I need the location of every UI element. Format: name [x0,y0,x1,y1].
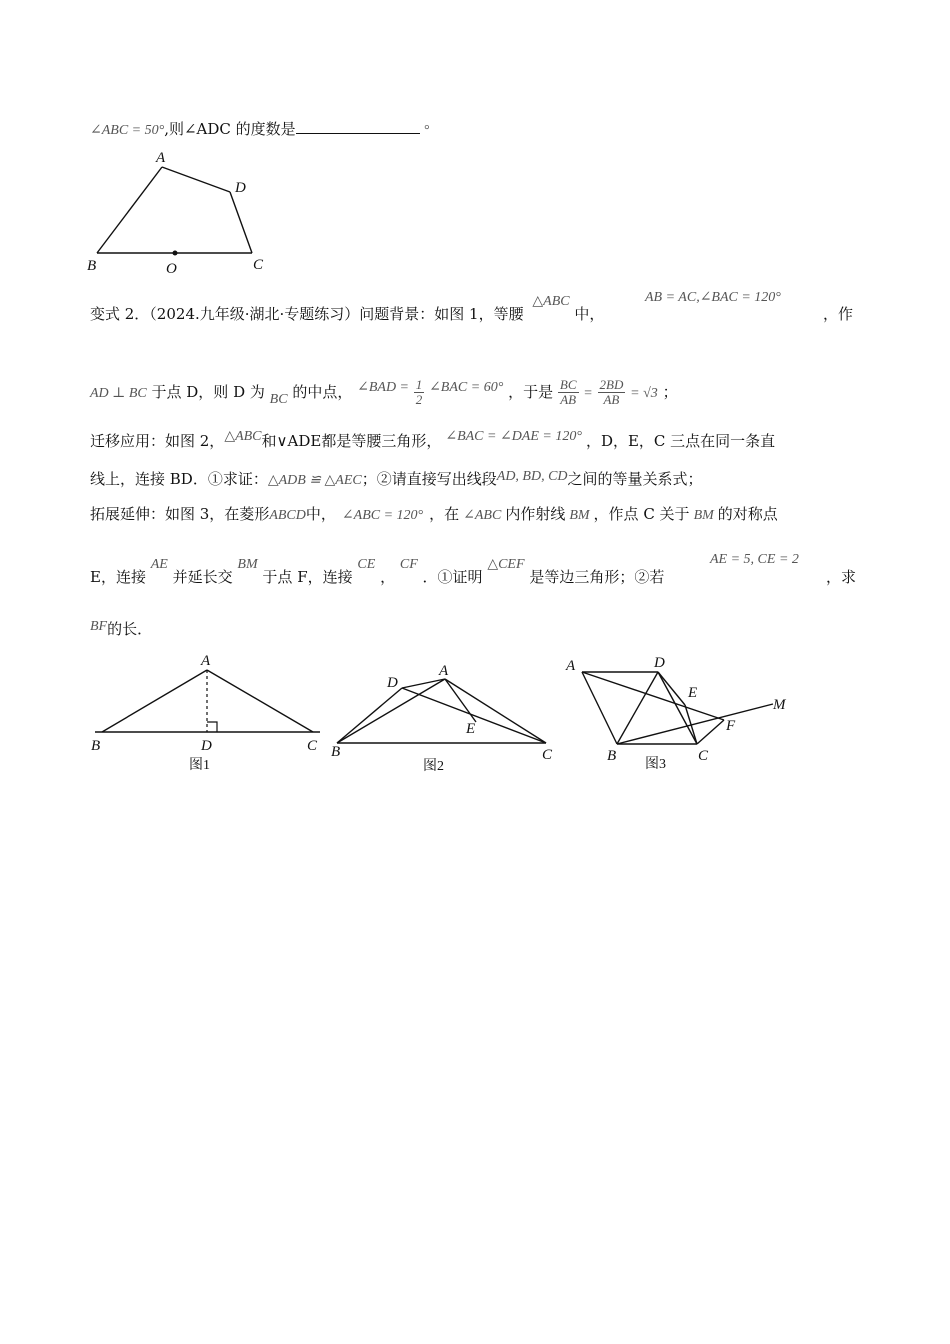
variant2-line2 [90,378,678,408]
p4-text1: 迁移应用：如图 2， [90,432,225,450]
fig1-edge-ac [207,670,313,732]
fig3-diag-bd [617,672,658,744]
fraction-bc-ab: $\frac{BC}{AB}$ [559,377,577,408]
seg-bc: BC [269,391,288,407]
seg-cf: CF [399,557,418,572]
ray-bm-2: BM [693,508,714,523]
p5-text3: 之间的等量关系式； [567,470,703,488]
tri-abc-2: △ABC [224,429,262,444]
p6-text2: 中， [305,505,336,523]
label-c: C [253,257,264,273]
congruence: △ADB ≌ △AEC [267,473,362,488]
fig2-label-c: C [542,747,553,763]
ray-bm-3: BM [237,557,258,572]
eq-sqrt3: = √3 [630,385,658,401]
fig1-caption: 图1 [189,758,210,773]
p3-text4: ； [662,382,678,401]
tri-cef: △CEF [487,557,525,572]
p7-text2: 并延长交 [172,568,233,586]
ray-bm: BM [569,508,590,523]
p6-text6: 的对称点 [717,505,778,523]
fig2-label-e: E [466,721,476,737]
label-b: B [87,258,97,274]
fig1-label-c: C [307,738,318,754]
fig3-label-m: M [773,697,786,713]
fig3-label-c: C [698,748,709,764]
label-d: D [235,180,246,196]
p7-text1: E，连接 [90,568,146,586]
fig1-right-angle-mark [207,722,217,732]
perp-ad-bc: AD ⊥ BC [90,385,147,401]
fig2-edge-db [337,688,402,743]
p4-text4: ，D，E，C 三点在同一条直 [585,432,776,450]
quad-edge-dc [230,192,252,253]
answer-blank[interactable] [296,119,420,134]
cond-ae-ce: AE = 5, CE = 2 [710,552,799,567]
point-o [173,251,178,256]
fig1-label-a: A [201,653,211,669]
figure-1 [85,650,335,775]
fig2-label-a: A [439,663,449,679]
seg-ae: AE [150,557,168,572]
fig1-label-d: D [201,738,212,754]
angle-bad: ∠BAD = [357,379,410,395]
cond-bac-dae: ∠BAC = ∠DAE = 120° [445,429,582,444]
p7-text6: ，求 [826,568,857,586]
p6-text3: ，在 [429,505,460,523]
p7-text5: 是等边三角形；②若 [529,568,665,586]
q-prev-line [90,118,429,139]
fig3-edge-dc [658,672,697,744]
label-o: O [166,261,177,277]
fig3-label-a: A [566,658,576,674]
zhong-text: 中， [574,305,605,323]
fig2-caption: 图2 [423,759,444,774]
p7-text4: ．①证明 [422,568,483,586]
fig1-edge-ab [102,670,207,732]
angle-abc: ∠ABC = 50° [90,123,165,138]
fig2-edge-ac [445,679,546,743]
seg-bf: BF [90,619,108,634]
migration-line1 [90,430,775,451]
p6-text1: 拓展延伸：如图 3，在菱形 [90,505,270,523]
fig2-edge-ae [445,679,476,722]
quadrilateral-figure [80,145,280,280]
extension-line2 [90,552,857,587]
angle-bac-60: ∠BAC = 60° [429,379,504,395]
fig3-caption: 图3 [645,757,666,772]
tri-abc: △ABC [532,294,570,309]
variant2-line1 [90,290,854,324]
variant2-title: 变式 2．（2024.九年级·湖北·专题练习）问题背景：如图 1，等腰 [90,305,524,323]
fig3-seg-cf [697,720,724,744]
p5-text2: ；②请直接写出线段 [361,470,497,488]
fig3-label-e: E [688,685,698,701]
fig3-seg-de [658,672,685,705]
p4-text3: 都是等腰三角形， [321,432,442,450]
p6-text4: 内作射线 [505,505,566,523]
fig2-label-d: D [387,675,398,691]
fraction-2bd-ab: $\frac{2BD}{AB}$ [599,377,624,408]
p3-text3: ，于是 [508,382,554,401]
fig3-label-d: D [654,655,665,671]
fraction-half: $\frac{1}{2}$ [415,377,423,408]
p3-text1: 于点 D，则 D 为 [151,382,265,401]
p7-comma: ， [380,568,396,586]
quad-edge-ad [162,167,230,192]
migration-line2 [90,468,703,489]
p3-text2: 的中点， [292,382,353,401]
figure-3 [560,650,800,775]
fig3-label-b: B [607,748,617,764]
p6-text5: ，作点 C 关于 [593,505,690,523]
fig2-label-b: B [331,744,341,760]
seg-ce: CE [357,557,376,572]
angle-abc-ref: ∠ABC [463,508,502,523]
extension-line1 [90,503,778,524]
degree-sign: ° [423,123,430,138]
quad-edge-ab [97,167,162,253]
figure-2 [325,655,565,780]
p5-text1: 线上，连接 BD．①求证： [90,470,268,488]
fig3-edge-ab [582,672,617,744]
angle-abc-120: ∠ABC = 120° [341,508,424,523]
eq-sign: = [583,385,593,401]
segments: AD, BD, CD [496,469,568,484]
fig1-label-b: B [91,738,101,754]
q-prev-text: ,则∠ADC 的度数是 [164,120,296,138]
label-a: A [156,150,166,166]
p7-text3: 于点 F，连接 [262,568,353,586]
rhombus-abcd: ABCD [269,508,306,523]
p4-text2: 和∨ADE [261,432,322,450]
extension-line3 [90,618,152,639]
fig3-label-f: F [726,718,736,734]
fig3-line-af [582,672,724,720]
cond-ab-ac: AB = AC,∠BAC = 120° [645,290,781,305]
zuo-text: ，作 [823,305,854,323]
p8-text1: 的长． [107,620,153,638]
